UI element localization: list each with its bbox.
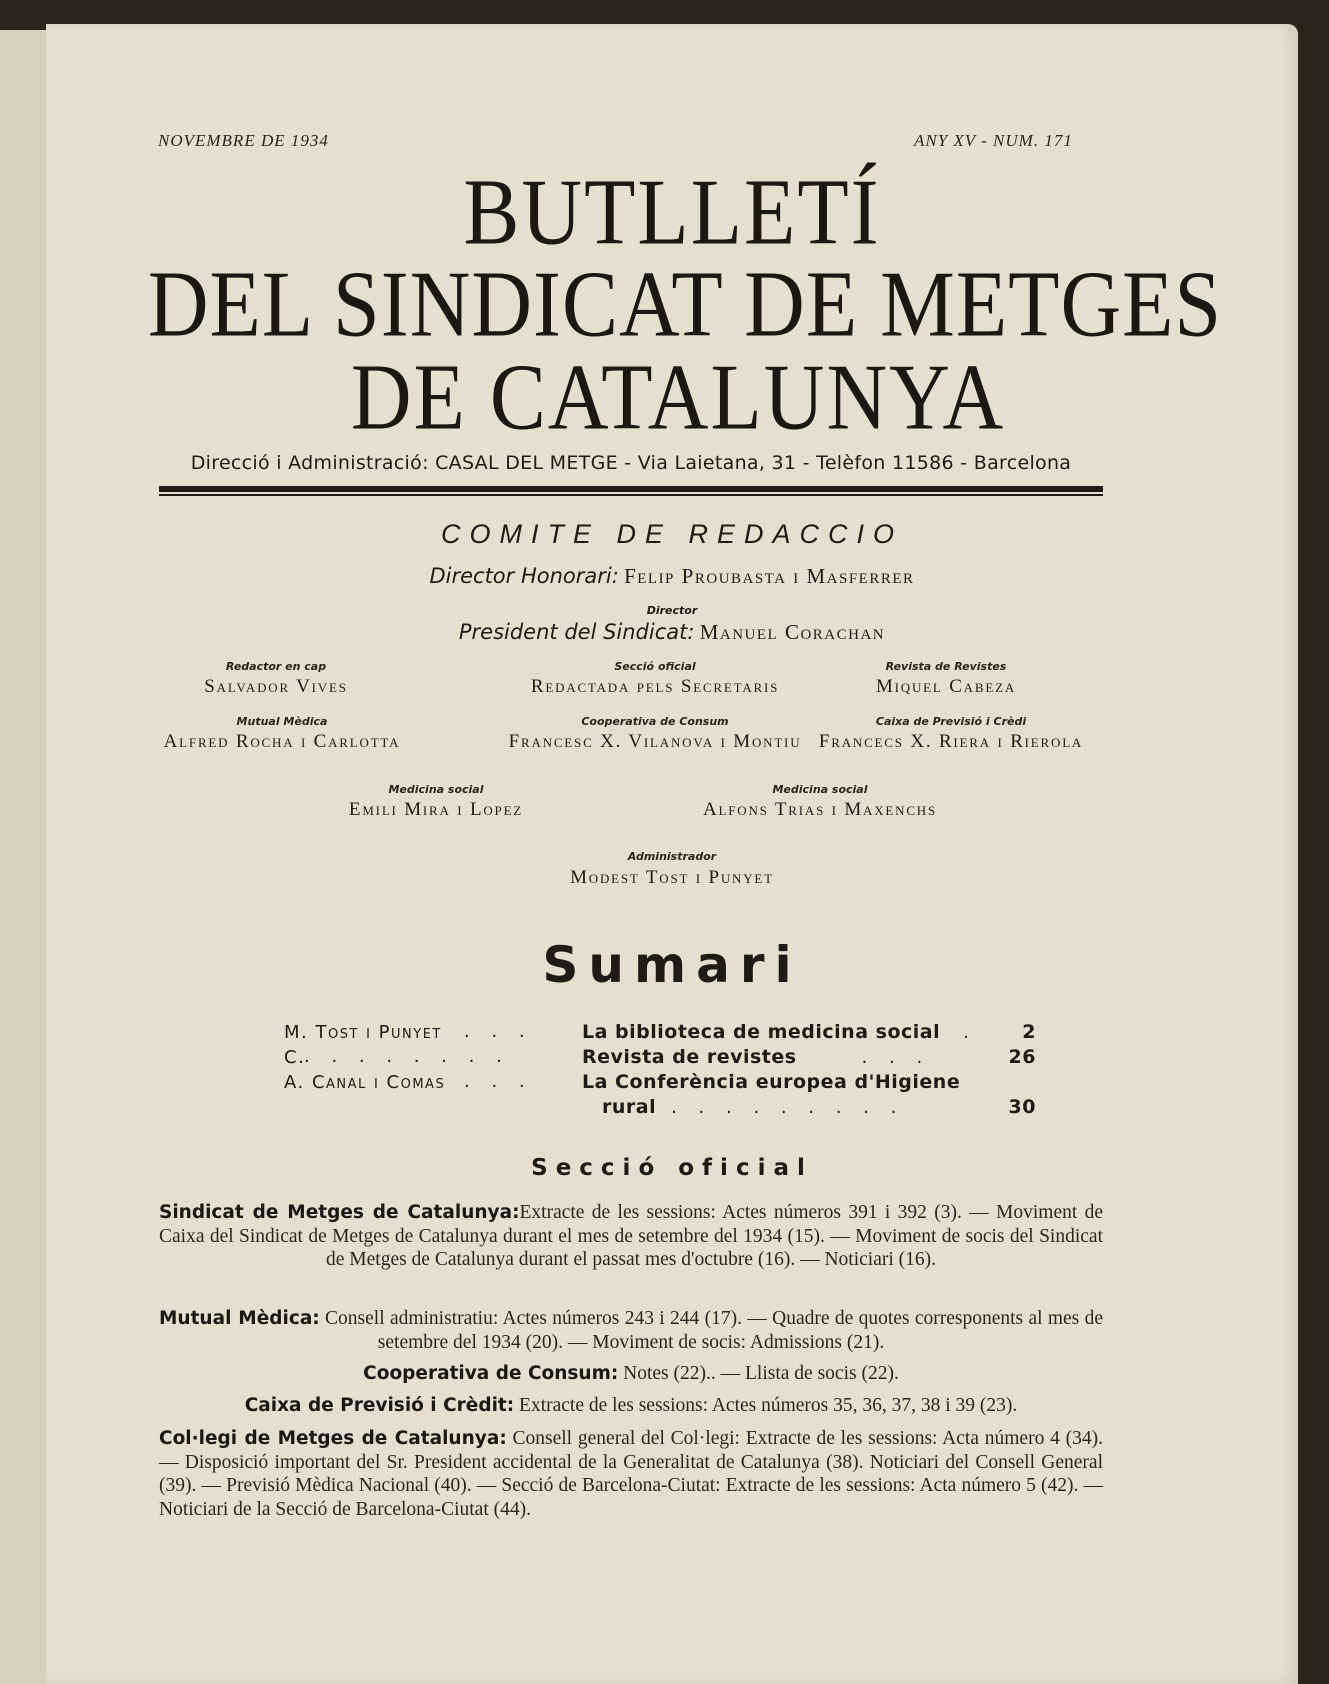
section-collegi (159, 1427, 1103, 1521)
member-role: Cooperativa de Consum (581, 715, 729, 728)
toc-title: La Conferència europea d'Higiene (582, 1071, 961, 1093)
member-role: Redactor en cap (225, 660, 327, 673)
toc-dots: . (963, 1022, 977, 1043)
toc-row (284, 1071, 533, 1094)
issue-date: NOVEMBRE DE 1934 (158, 131, 329, 150)
title-line-1: BUTLLETÍ (463, 160, 881, 265)
section-text: Extracte de les sessions: Actes números 35, 36, 37, 38 i 39 (23). (519, 1395, 1018, 1416)
member-name: Emili Mira i Lopez (348, 799, 524, 820)
bulletin-cover-page (46, 24, 1298, 1684)
sumari-heading: Sumari (542, 936, 802, 994)
member-role: Caixa de Previsió i Crèdi (875, 715, 1027, 728)
member-role: Medicina social (772, 783, 868, 796)
toc-dots: . . . (464, 1071, 533, 1092)
toc-page: 30 (1008, 1096, 1036, 1118)
toc-title-row (582, 1021, 977, 1044)
section-label: Mutual Mèdica: (159, 1308, 320, 1329)
section-sindicat (159, 1201, 1103, 1272)
member-name: Salvador Vives (204, 676, 348, 697)
member-name: Francesc X. Vilanova i Montiu (508, 731, 802, 752)
toc-row (284, 1046, 510, 1069)
toc-title: La biblioteca de medicina social (582, 1021, 941, 1043)
section-text: Notes (22).. — Llista de socis (22). (623, 1363, 899, 1384)
member-role: Secció oficial (614, 660, 696, 673)
toc-dots: . . . . . . . . (304, 1046, 510, 1067)
member-name: Alfred Rocha i Carlotta (163, 731, 401, 752)
president-name: Manuel Corachan (699, 620, 886, 644)
toc-author: A. Canal i Comas (284, 1072, 446, 1093)
toc-title-row (582, 1046, 930, 1069)
seccio-oficial-heading: Secció oficial (531, 1155, 813, 1181)
toc-dots: . . . . . . . . . (671, 1097, 905, 1118)
director-label: Director (646, 604, 698, 617)
section-text: Extracte de les sessions: Actes números 391 i 392 (3). — Moviment de Caixa del Sindicat de Metges de Catalunya durant el mes de setembre del 1934 (15). — Moviment de socis del Sindicat de Metges de Catalunya durant el passat mes d'octubre (16). — Noticiari (16). (159, 1202, 1103, 1270)
facing-page-edge (0, 30, 48, 1684)
toc-title-row (602, 1096, 904, 1119)
honorary-director-line (46, 564, 1298, 589)
issue-number: ANY XV - NUM. 171 (914, 131, 1073, 150)
section-caixa (159, 1394, 1103, 1418)
toc-page: 26 (1008, 1046, 1036, 1068)
toc-row (284, 1021, 533, 1044)
member-name: Francecs X. Riera i Rierola (818, 731, 1084, 752)
section-text: Consell administratiu: Actes números 243 i 244 (17). — Quadre de quotes corresponents al mes de setembre del 1934 (20). — Moviment de socis: Admissions (21). (325, 1308, 1103, 1353)
divider-rule (159, 486, 1103, 492)
member-role: Administrador (627, 850, 717, 863)
divider-rule-thin (159, 494, 1103, 496)
section-cooperativa (159, 1362, 1103, 1386)
section-text: Consell general del Col·legi: Extracte de les sessions: Acta número 4 (34). — Disposició important del Sr. President accidental de la Generalitat de Catalunya (38). Noticiari del Consell General (39). — Previsió Mèdica Nacional (40). — Secció de Barcelona-Ciutat: Extracte de les sessions: Acta número 5 (42). — Noticiari de la Secció de Barcelona-Ciutat (44). (159, 1428, 1104, 1520)
address-line: Direcció i Administració: CASAL DEL METGE - Via Laietana, 31 - Telèfon 11586 - Barcelona (190, 452, 1072, 474)
committee-heading: COMITE DE REDACCIO (440, 519, 904, 549)
member-name: Modest Tost i Punyet (570, 867, 774, 888)
toc-title: rural (602, 1096, 657, 1118)
president-role: President del Sindicat: (458, 620, 695, 644)
president-line (46, 620, 1298, 645)
member-role: Revista de Revistes (885, 660, 1007, 673)
toc-dots: . . . (464, 1021, 533, 1042)
toc-title-row (582, 1071, 960, 1094)
toc-author: C. (284, 1047, 306, 1068)
toc-author: M. Tost i Punyet (284, 1022, 442, 1043)
member-role: Medicina social (388, 783, 484, 796)
honorary-director-role: Director Honorari: (429, 564, 619, 588)
title-line-3: DE CATALUNYA (350, 345, 1006, 450)
section-mutual (159, 1307, 1103, 1354)
toc-dots: . . . (861, 1047, 931, 1068)
member-name: Redactada pels Secretaris (530, 676, 780, 697)
honorary-director-name: Felip Proubasta i Masferrer (624, 564, 915, 588)
toc-title: Revista de revistes (582, 1046, 797, 1068)
toc-page: 2 (1022, 1021, 1036, 1043)
section-label: Caixa de Previsió i Crèdit: (244, 1395, 515, 1416)
title-line-2: DEL SINDICAT DE METGES (147, 252, 1223, 357)
section-label: Cooperativa de Consum: (363, 1363, 619, 1384)
section-label: Col·legi de Metges de Catalunya: (159, 1428, 507, 1449)
section-label: Sindicat de Metges de Catalunya: (159, 1202, 520, 1223)
member-name: Alfons Trias i Maxenchs (702, 799, 938, 820)
member-name: Miquel Cabeza (875, 676, 1017, 697)
member-role: Mutual Mèdica (236, 715, 328, 728)
